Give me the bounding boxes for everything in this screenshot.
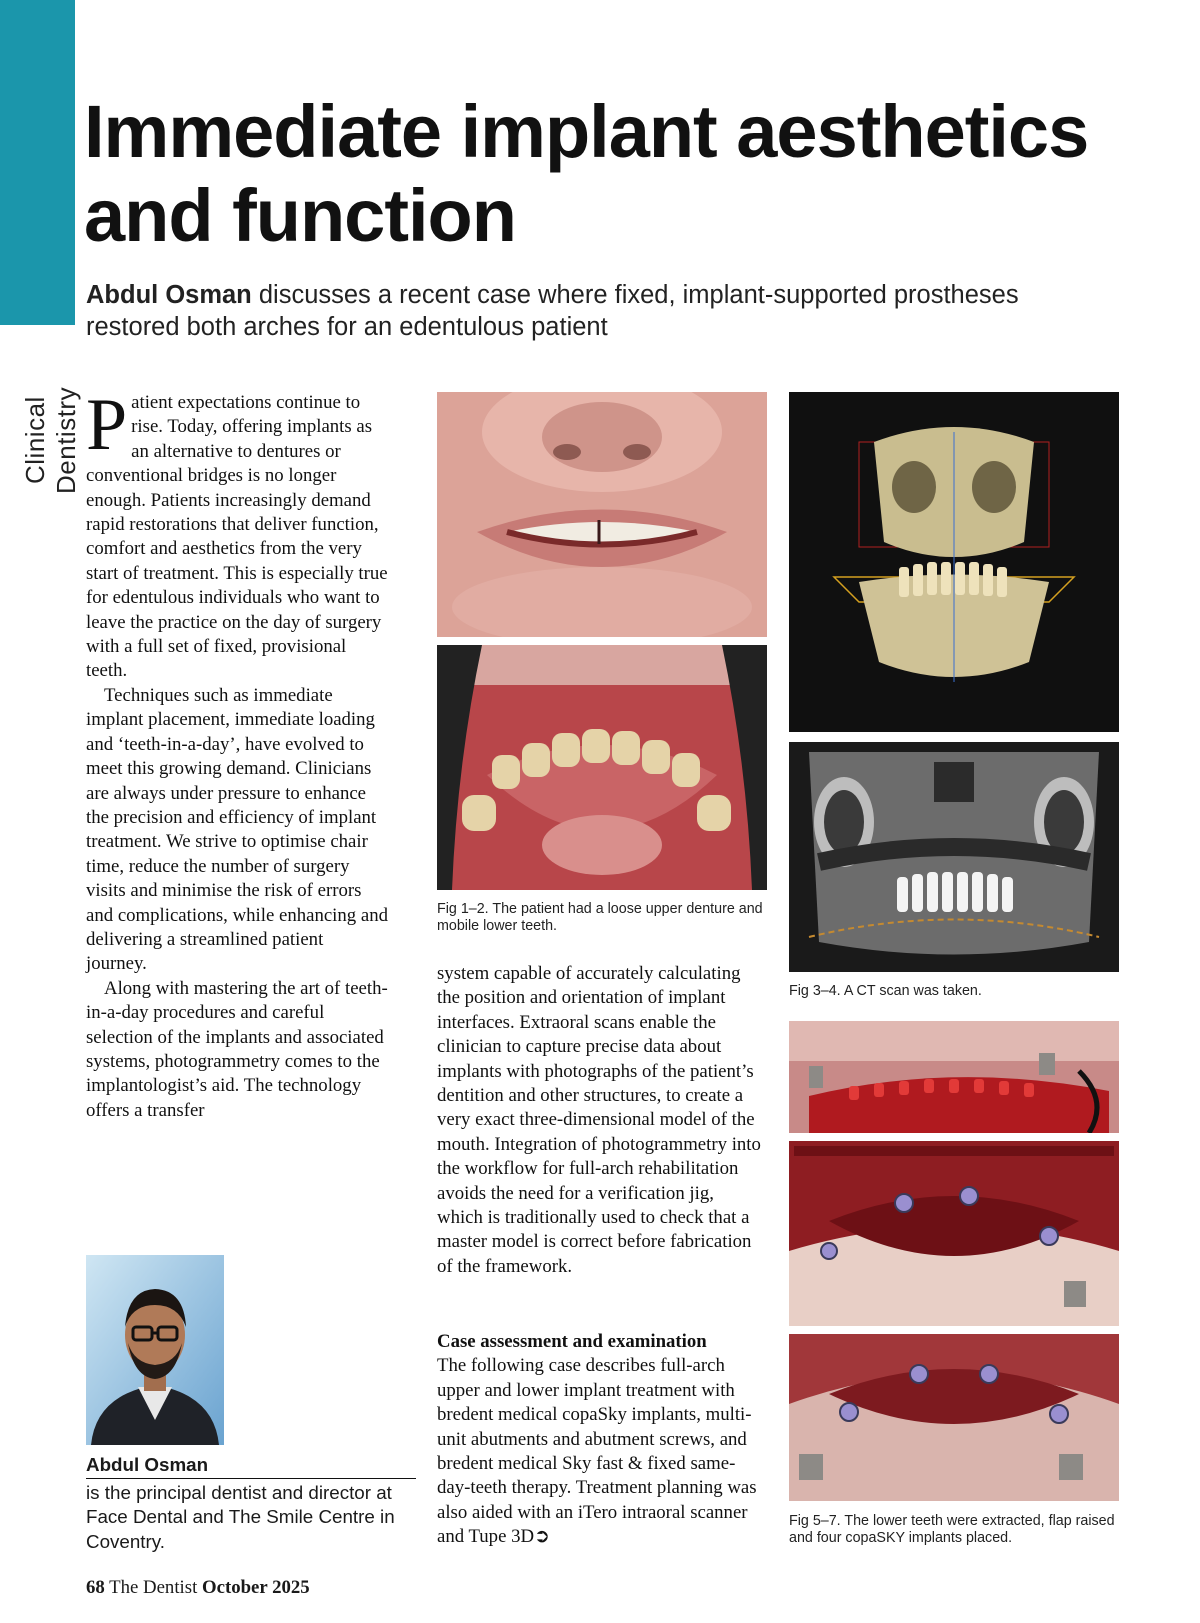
author-bio: is the principal dentist and director at Face Dental and The Smile Centre in Coventry.	[86, 1482, 395, 1552]
body-column-2	[437, 962, 762, 1279]
body-paragraph-1-text: atient expectations continue to rise. Today, offering implants as an alternative to dentures or conventional bridges is no longer enough. Patients increasingly demand rapid restorations that deliver function, comfort and aesthetics from the very start of treatment. This is especially true for edentulous individuals who want to leave the practice on the day of surgery with a full set of fixed, provisional teeth.	[86, 392, 388, 682]
body-paragraph-5: The following case describes full-arch upper and lower implant treatment with bredent medical copaSky implants, multi-unit abutments and abutment screws, and bredent medical Sky fast & fixed same-day-teeth therapy. Treatment planning was also aided with an iTero intraoral scanner and Tupe 3D➲	[437, 1355, 757, 1548]
section-label: Clinical Dentistry	[20, 386, 81, 494]
fig5-extraction-photo	[789, 1021, 1119, 1133]
fig6-implant-placement-photo	[789, 1141, 1119, 1326]
body-column-1	[86, 384, 388, 1123]
magazine-name: The Dentist	[109, 1577, 198, 1598]
caption-fig3-4: Fig 3–4. A CT scan was taken.	[789, 983, 982, 999]
article-title: Immediate implant aesthetics and function	[84, 90, 1089, 257]
fig4-ct-panoramic	[789, 742, 1119, 972]
fig7-four-implants-photo	[789, 1334, 1119, 1501]
subheading-case-assessment: Case assessment and examination	[437, 1331, 707, 1352]
fig3-ct-3d-render	[789, 392, 1119, 732]
standfirst-author: Abdul Osman	[86, 281, 252, 309]
author-portrait	[86, 1255, 224, 1445]
standfirst-text: discusses a recent case where fixed, implant-supported prostheses restored both arches for an edentulous patient	[86, 281, 1019, 341]
fig2-intraoral-photo	[437, 645, 767, 890]
standfirst	[86, 279, 1086, 343]
page-footer	[86, 1577, 486, 1599]
fig1-smile-photo	[437, 392, 767, 637]
author-name: Abdul Osman	[86, 1454, 416, 1479]
caption-fig1-2: Fig 1–2. The patient had a loose upper denture and mobile lower teeth.	[437, 901, 763, 934]
body-paragraph-3: Along with mastering the art of teeth-in-a-day procedures and careful selection of the implants and associated systems, photogrammetry comes to the implantologist’s aid. The technology offers a transfer	[86, 977, 388, 1121]
body-paragraph-1	[86, 384, 388, 684]
body-paragraph-4: system capable of accurately calculating the position and orientation of implant interfaces. Extraoral scans enable the clinician to capture precise data about implants with photographs of the patient’s dentition and other structures, to create a very exact three-dimensional model of the mouth. Integration of photogrammetry into the workflow for full-arch rehabilitation avoids the need for a verification jig, which is traditionally used to check that a master model is correct before fabrication of the framework.	[437, 963, 761, 1277]
section-color-bar	[0, 0, 75, 325]
drop-cap: P	[86, 384, 128, 466]
caption-fig5-7: Fig 5–7. The lower teeth were extracted, flap raised and four copaSKY implants placed.	[789, 1513, 1115, 1546]
body-paragraph-2: Techniques such as immediate implant placement, immediate loading and ‘teeth-in-a-day’, have evolved to meet this growing demand. Clinicians are always under pressure to enhance the precision and efficiency of implant treatment. We strive to optimise chair time, reduce the number of surgery visits and minimise the risk of errors and complications, while enhancing and delivering a streamlined patient journey.	[86, 684, 388, 975]
page-number: 68	[86, 1577, 105, 1598]
issue-date: October 2025	[202, 1577, 310, 1598]
case-assessment-section	[437, 1330, 762, 1550]
